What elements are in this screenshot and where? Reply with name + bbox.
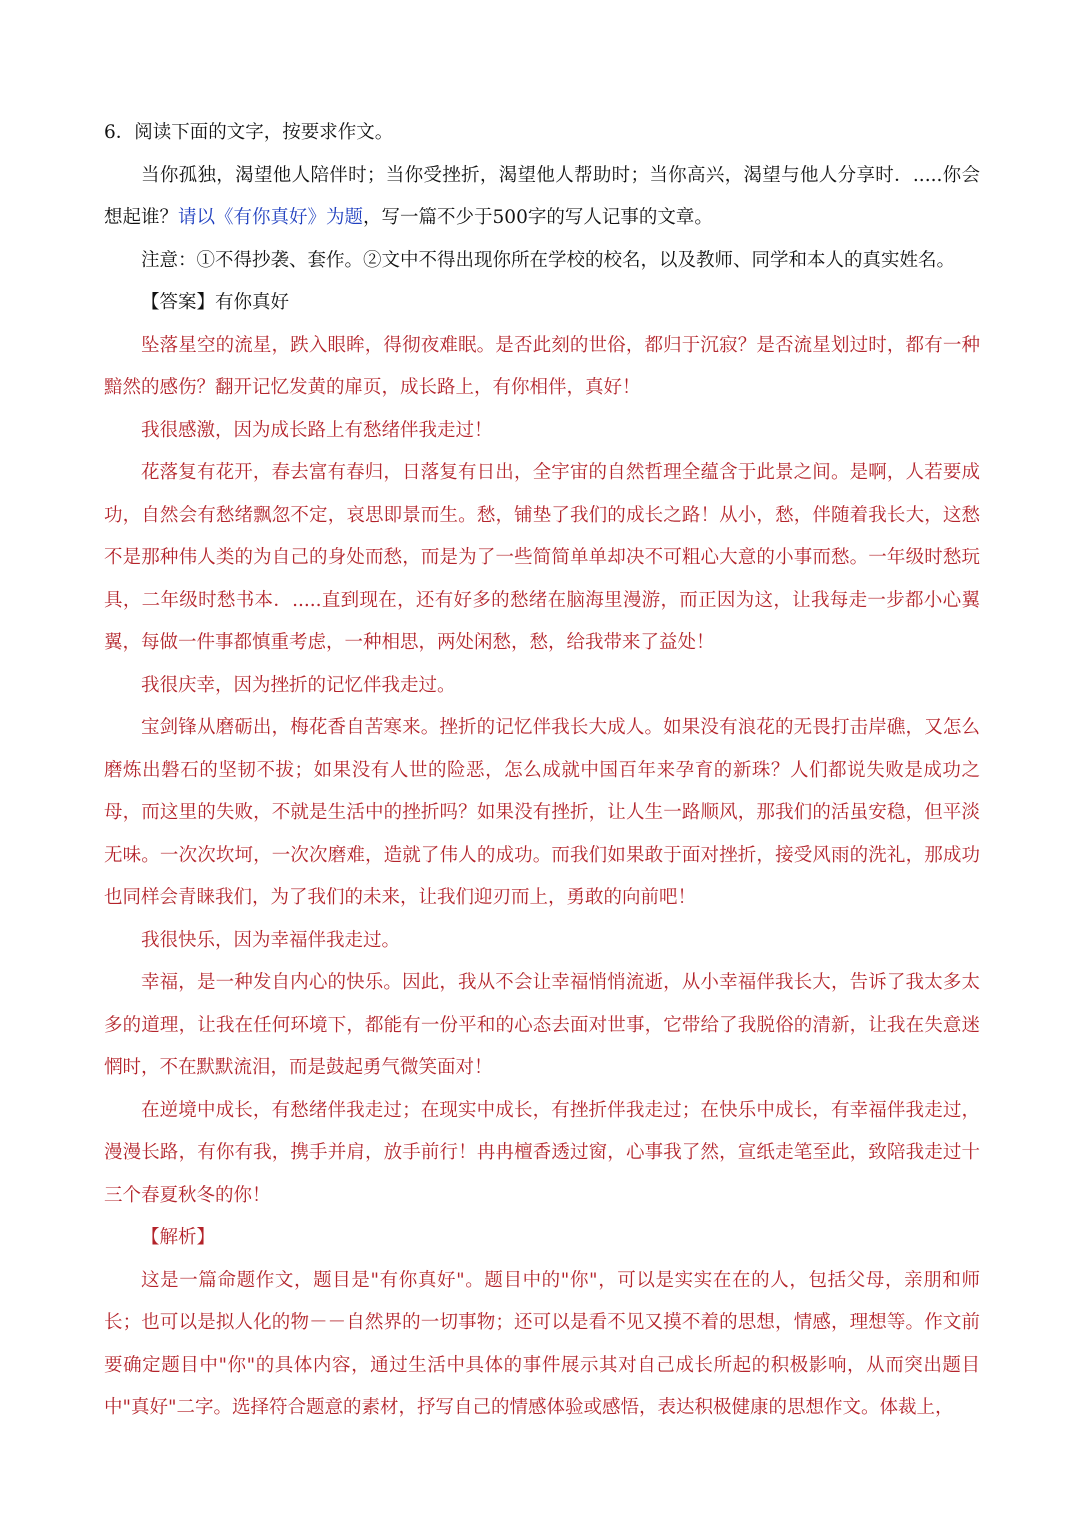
answer-paragraph: 在逆境中成长，有愁绪伴我走过；在现实中成长，有挫折伴我走过；在快乐中成长，有幸福伴我走过，漫漫长路，有你有我，携手并肩，放手前行！冉冉檀香透过窗，心事我了然，宣纸走笔至此，致陪我走过十三个春夏秋冬的你！ bbox=[104, 1099, 980, 1206]
answer-paragraph: 坠落星空的流星，跌入眼眸，得彻夜难眠。是否此刻的世俗，都归于沉寂？是否流星划过时，都有一种黯然的感伤？翻开记忆发黄的扉页，成长路上，有你相伴，真好！ bbox=[104, 334, 980, 398]
answer-paragraph: 花落复有花开，春去富有春归，日落复有日出，全宇宙的自然哲理全蕴含于此景之间。是啊，人若要成功，自然会有愁绪飘忽不定，哀思即景而生。愁，铺垫了我们的成长之路！从小，愁，伴随着我长大，这愁不是那种伟人类的为自己的身处而愁，而是为了一些简简单单却决不可粗心大意的小事而愁。一年级时愁玩具，二年级时愁书本．.....直到现在，还有好多的愁绪在脑海里漫游，而正因为这，让我每走一步都小心翼翼，每做一件事都慎重考虑，一种相思，两处闲愁，愁，给我带来了益处！ bbox=[104, 462, 980, 653]
prompt-text-tail: ，写一篇不少于500字的写人记事的文章。 bbox=[363, 207, 713, 228]
answer-paragraph: 我很快乐，因为幸福伴我走过。 bbox=[141, 929, 401, 951]
answer-paragraph: 宝剑锋从磨砺出，梅花香自苦寒来。挫折的记忆伴我长大成人。如果没有浪花的无畏打击岸礁，又怎么磨炼出磐石的坚韧不拔；如果没有人世的险恶，怎么成就中国百年来孕育的新珠？人们都说失败是成功之母，而这里的失败，不就是生活中的挫折吗？如果没有挫折，让人生一路顺风，那我们的活虽安稳，但平淡无味。一次次坎坷，一次次磨难，造就了伟人的成功。而我们如果敢于面对挫折，接受风雨的洗礼，那成功也同样会青睐我们，为了我们的未来，让我们迎刃而上，勇敢的向前吧！ bbox=[104, 717, 980, 908]
analysis-text: 这是一篇命题作文，题目是"有你真好"。题目中的"你"，可以是实实在在的人，包括父母，亲朋和师长；也可以是拟人化的物－－自然界的一切事物；还可以是看不见又摸不着的思想，情感，理想等。作文前要确定题目中"你"的具体内容，通过生活中具体的事件展示其对自己成长所起的积极影响，从而突出题目中"真好"二字。选择符合题意的素材，抒写自己的情感体验或感悟，表达积极健康的思想作文。体裁上， bbox=[104, 1269, 980, 1418]
prompt-requirement: 请以《有你真好》为题 bbox=[178, 207, 364, 228]
question-prompt bbox=[104, 155, 980, 240]
answer-paragraph: 我很庆幸，因为挫折的记忆伴我走过。 bbox=[141, 674, 456, 696]
answer-paragraph: 我很感激，因为成长路上有愁绪伴我走过！ bbox=[141, 419, 493, 441]
answer-heading bbox=[104, 282, 980, 325]
analysis-label: 【解析】 bbox=[141, 1227, 216, 1248]
question-title: 6．阅读下面的文字，按要求作文。 bbox=[104, 122, 394, 143]
answer-title: 有你真好 bbox=[215, 292, 290, 313]
answer-label: 【答案】 bbox=[141, 292, 216, 313]
answer-paragraph: 幸福，是一种发自内心的快乐。因此，我从不会让幸福悄悄流逝，从小幸福伴我长大，告诉了我太多太多的道理，让我在任何环境下，都能有一份平和的心态去面对世事，它带给了我脱俗的清新，让我在失意迷惘时，不在默默流泪，而是鼓起勇气微笑面对！ bbox=[104, 972, 980, 1078]
prompt-text: 当你孤独，渴望他人陪伴时；当你受挫折，渴望他人帮助时；当你高兴，渴望与他人分享时．.....你会想起谁？ bbox=[104, 164, 980, 228]
question-notice: 注意：①不得抄袭、套作。②文中不得出现你所在学校的校名，以及教师、同学和本人的真实姓名。 bbox=[141, 249, 956, 271]
